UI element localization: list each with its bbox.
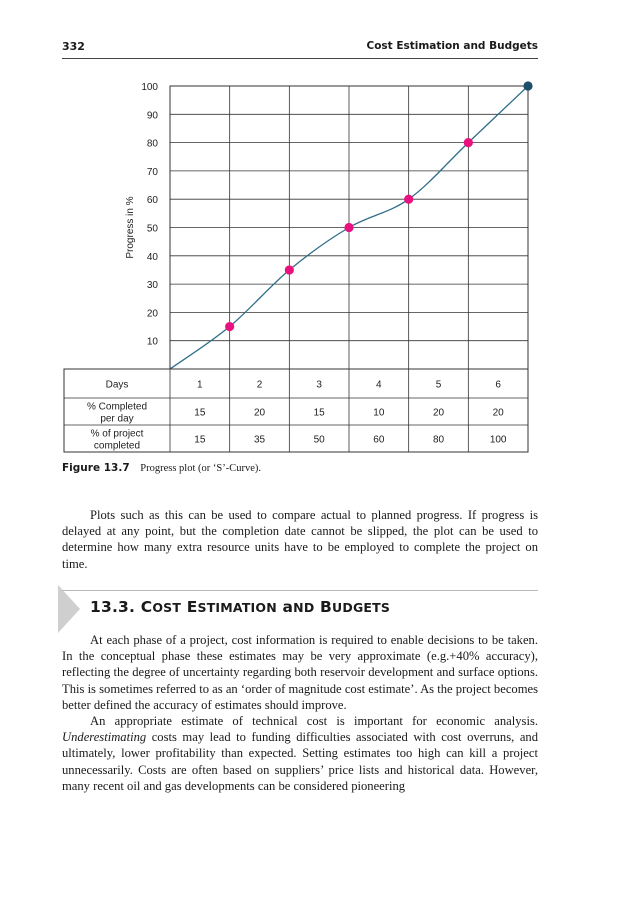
data-point [404,195,413,204]
y-tick-label: 30 [146,280,158,292]
table-cell: 15 [194,407,206,419]
running-title: Cost Estimation and Budgets [366,40,538,52]
y-tick-label: 90 [146,110,158,122]
section-title: COST ESTIMATION aND BUDGETS [140,598,391,616]
data-point [225,322,234,331]
section-heading [90,598,390,616]
body-paragraph-2: At each phase of a project, cost information is required to enable decisions to be taken. In the conceptual phase these estimates may be very approximate (e.g.+40% accuracy), reflecting the degree of uncertainty regarding both reservoir development and surface options. This is sometimes referred to as an ‘order of magnitude cost estimate’. As the project becomes better defined the accuracy of estimates should improve. [62,633,538,712]
section-divider [62,590,538,591]
table-cell: 3 [316,379,322,391]
body-paragraph-3 [62,713,538,794]
table-cell: 4 [376,379,382,391]
y-tick-label: 100 [141,82,158,93]
figure-number: Figure 13.7 [62,462,130,474]
table-cell: 100 [489,434,507,446]
y-tick-label: 40 [146,251,158,263]
table-cell: 1 [197,379,203,391]
table-cell: 20 [432,407,445,419]
paragraph-3-rest: costs may lead to funding difficulties associated with cost overruns, and ultimately, lower profitability than expected. Setting estimates too high can kill a project unnecessarily. Costs are often based on suppliers’ price lists and historical data. However, many recent oil and gas developments can be considered pioneering [62,730,538,793]
table-cell: 5 [435,379,442,391]
table-cell: 15 [313,407,325,419]
table-row-label: Days [105,379,129,391]
table-cell: 20 [492,407,504,419]
table-cell: 2 [256,379,263,391]
y-axis-label: Progress in % [125,196,136,259]
y-tick-label: 60 [146,195,158,207]
body-paragraph-1: Plots such as this can be used to compare actual to planned progress. If progress is delayed at any point, but the completion date cannot be slipped, the plot can be used to determine how many extra resource units have to be employed to complete the project on time. [62,508,538,571]
y-tick-label: 20 [146,308,158,320]
table-cell: 6 [495,379,501,391]
table-row-label: % Completed per day [86,401,148,425]
table-row-label: % of project completed [90,428,144,452]
y-tick-label: 70 [146,166,158,178]
table-cell: 80 [432,434,445,446]
y-tick-label: 10 [146,336,158,348]
table-cell: 10 [373,407,385,419]
data-point [464,138,473,147]
data-point [285,265,294,274]
table-cell: 50 [313,434,325,446]
y-tick-label: 80 [146,138,158,150]
emphasized-term: Underestimating [62,730,147,745]
section-number: 13.3. [90,598,136,616]
figure-caption [62,462,261,474]
section-arrow-icon [58,585,80,633]
figure-caption-text: Progress plot (or ‘S’-Curve). [140,463,261,474]
data-point [344,223,353,232]
table-cell: 15 [194,434,206,446]
page-number: 332 [62,40,85,53]
body-paragraph-1-container [62,507,538,572]
table-cell: 35 [253,434,266,446]
table-cell: 20 [253,407,266,419]
body-section-text [62,632,538,794]
y-tick-label: 50 [146,223,158,235]
end-data-point [523,81,532,90]
table-cell: 60 [373,434,385,446]
paragraph-3-lead: An appropriate estimate of technical cost is important for economic analysis. [90,714,538,729]
